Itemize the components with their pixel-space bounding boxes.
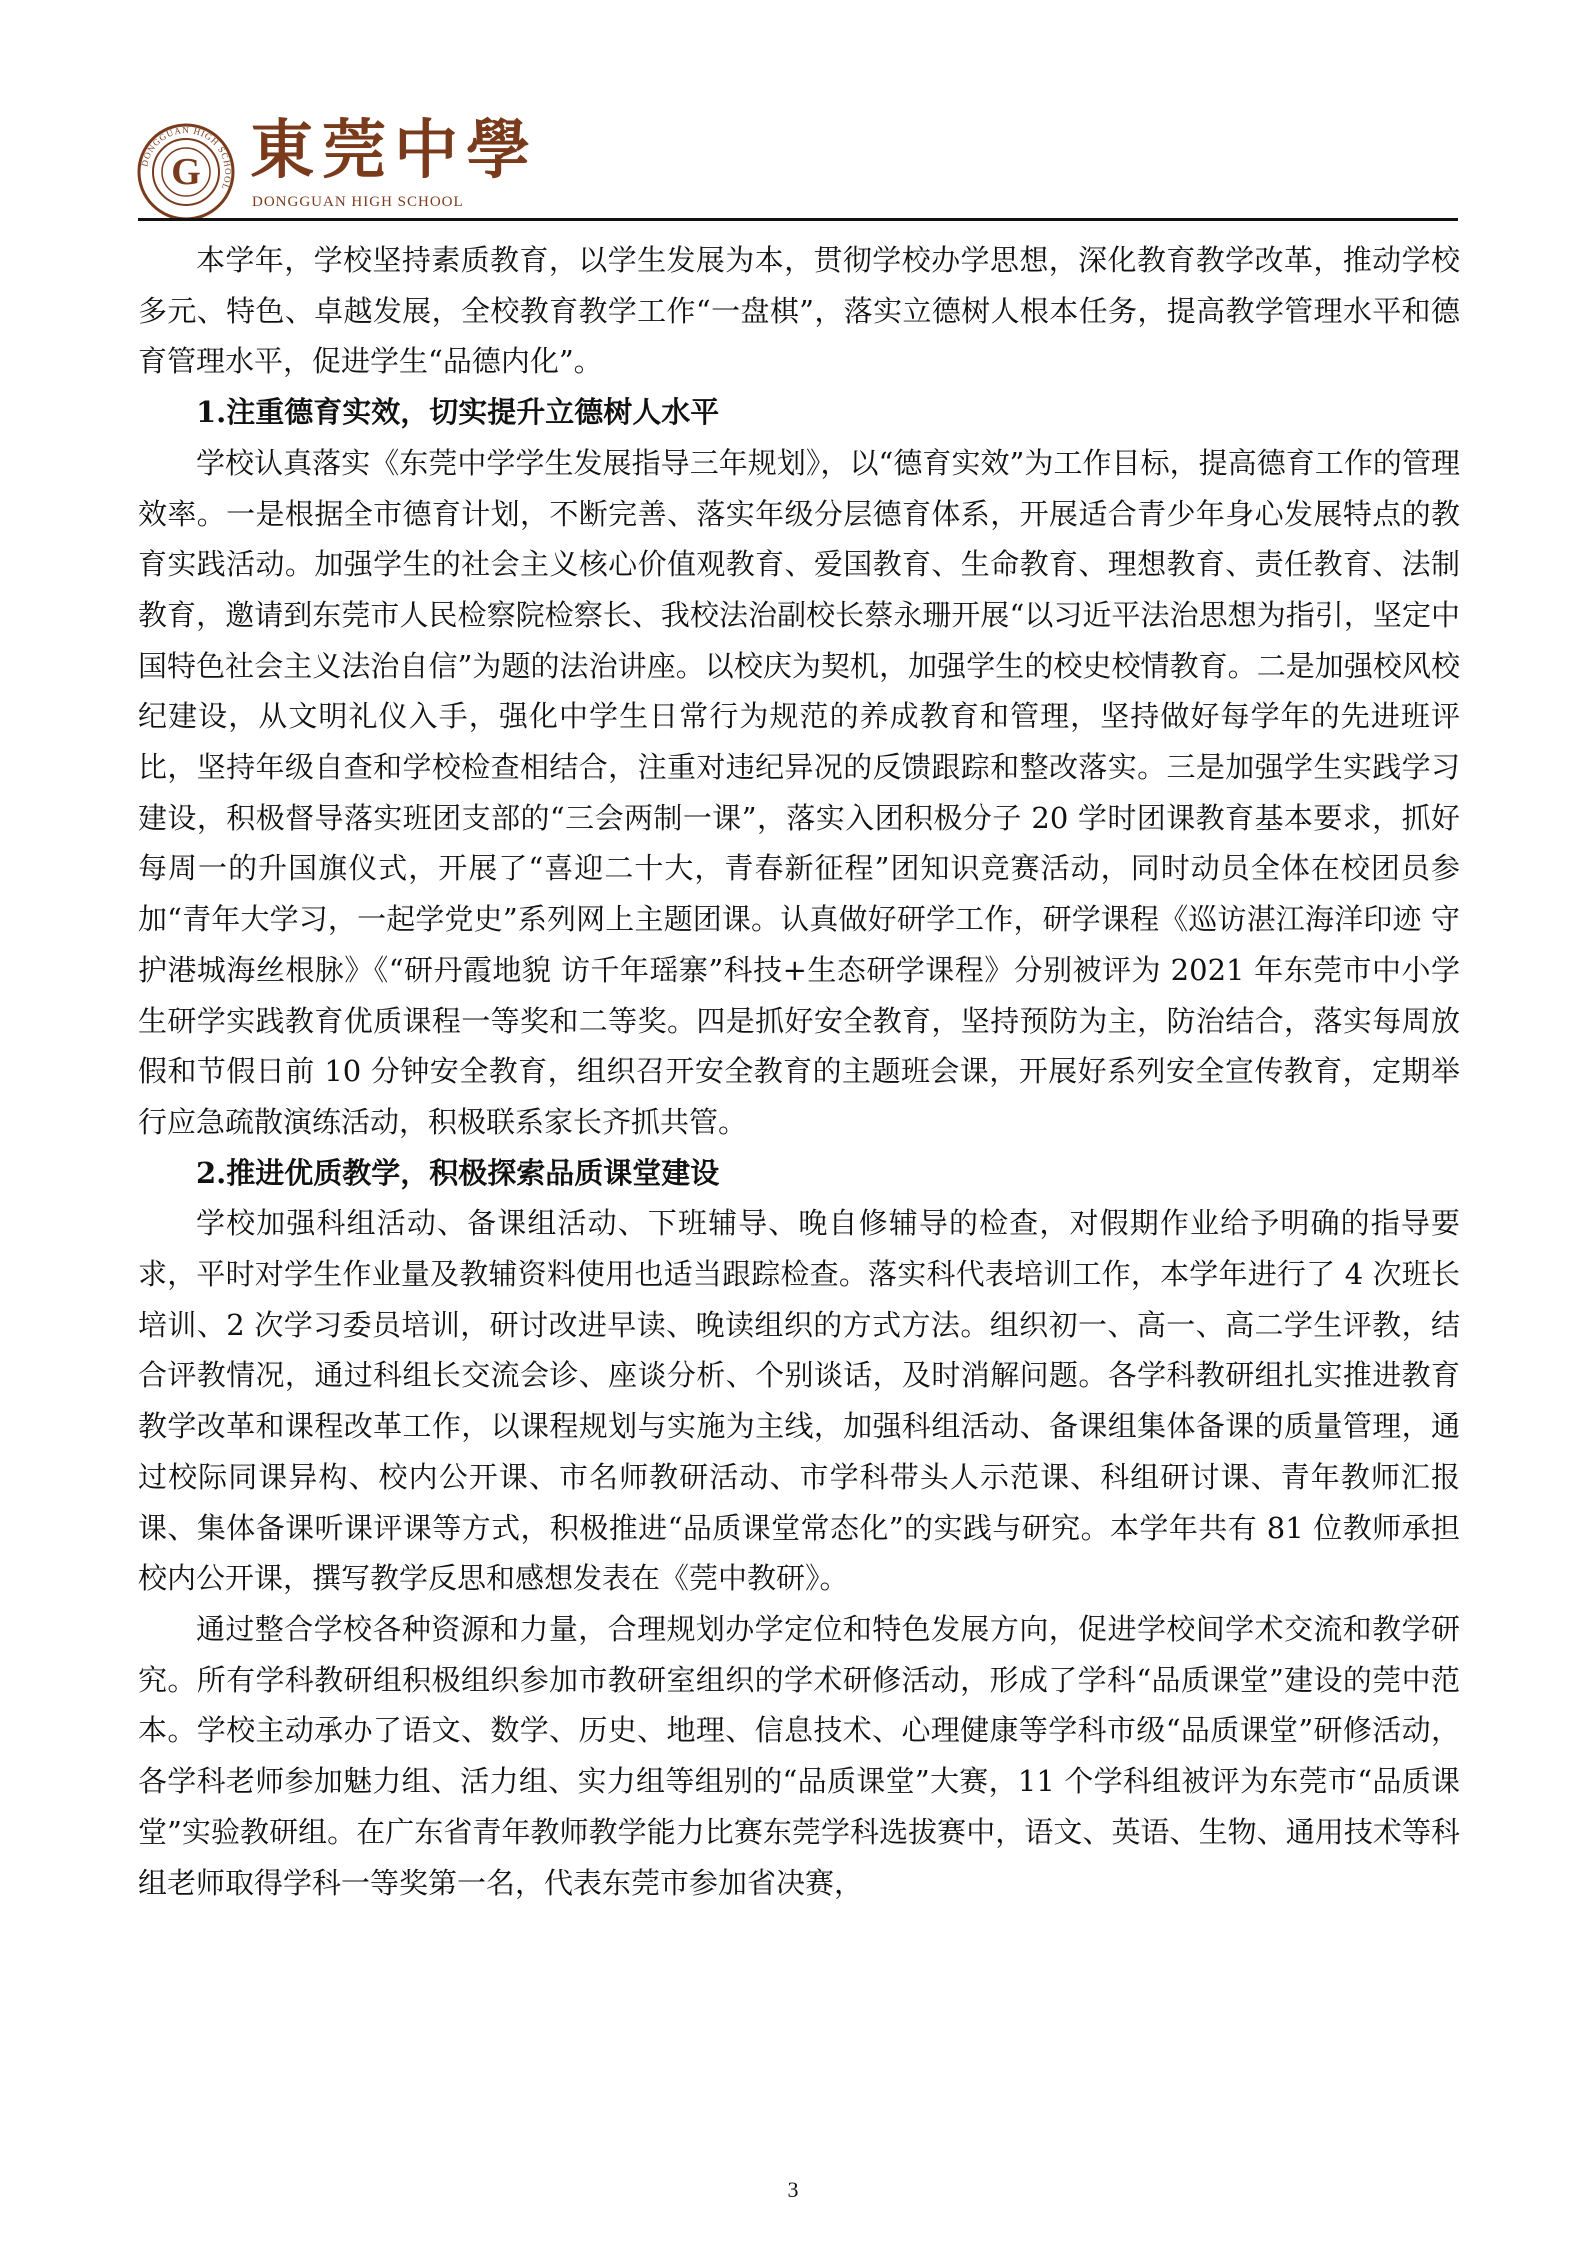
section-1-heading: 1.注重德育实效，切实提升立德树人水平 [196,395,720,430]
section-2-paragraph-2: 通过整合学校各种资源和力量，合理规划办学定位和特色发展方向，促进学校间学术交流和教学研究。所有学科教研组积极组织参加市教研室组织的学术研修活动，形成了学科“品质课堂”建设的莞中范本。学校主动承办了语文、数学、历史、地理、信息技术、心理健康等学科市级“品质课堂”研修活动，各学科老师参加魅力组、活力组、实力组等组别的“品质课堂”大赛，11 个学科组被评为东莞市“品质课堂”实验教研组。在广东省青年教师教学能力比赛东莞学科选拔赛中，语文、英语、生物、通用技术等科组老师取得学科一等奖第一名，代表东莞市参加省决赛， [138,1611,1460,1900]
school-emblem-icon [136,122,236,222]
school-name-en: DONGGUAN HIGH SCHOOL [252,194,464,210]
intro-paragraph: 本学年，学校坚持素质教育，以学生发展为本，贯彻学校办学思想，深化教育教学改革，推动学校多元、特色、卓越发展，全校教育教学工作“一盘棋”，落实立德树人根本任务，提高教学管理水平和德育管理水平，促进学生“品德内化”。 [138,243,1460,379]
document-body [138,235,1460,1908]
section-2-paragraph-1: 学校加强科组活动、备课组活动、下班辅导、晚自修辅导的检查，对假期作业给予明确的指导要求，平时对学生作业量及教辅资料使用也适当跟踪检查。落实科代表培训工作，本学年进行了 4 次班长培训、2 次学习委员培训，研讨改进早读、晚读组织的方式方法。组织初一、高一、高二学生评教，结合评教情况，通过科组长交流会诊、座谈分析、个别谈话，及时消解问题。各学科教研组扎实推进教育教学改革和课程改革工作，以课程规划与实施为主线，加强科组活动、备课组集体备课的质量管理，通过校际同课异构、校内公开课、市名师教研活动、市学科带头人示范课、科组研讨课、青年教师汇报课、集体备课听课评课等方式，积极推进“品质课堂常态化”的实践与研究。本学年共有 81 位教师承担校内公开课，撰写教学反思和感想发表在《莞中教研》。 [138,1206,1460,1596]
section-1-paragraph: 学校认真落实《东莞中学学生发展指导三年规划》，以“德育实效”为工作目标，提高德育工作的管理效率。一是根据全市德育计划，不断完善、落实年级分层德育体系，开展适合青少年身心发展特点的教育实践活动。加强学生的社会主义核心价值观教育、爱国教育、生命教育、理想教育、责任教育、法制教育，邀请到东莞市人民检察院检察长、我校法治副校长蔡永珊开展“以习近平法治思想为指引，坚定中国特色社会主义法治自信”为题的法治讲座。以校庆为契机，加强学生的校史校情教育。二是加强校风校纪建设，从文明礼仪入手，强化中学生日常行为规范的养成教育和管理，坚持做好每学年的先进班评比，坚持年级自查和学校检查相结合，注重对违纪异况的反馈跟踪和整改落实。三是加强学生实践学习建设，积极督导落实班团支部的“三会两制一课”，落实入团积极分子 20 学时团课教育基本要求，抓好每周一的升国旗仪式，开展了“喜迎二十大，青春新征程”团知识竞赛活动，同时动员全体在校团员参加“青年大学习，一起学党史”系列网上主题团课。认真做好研学工作，研学课程《巡访湛江海洋印迹 守护港城海丝根脉》《“研丹霞地貌 访千年瑶寨”科技+生态研学课程》分别被评为 2021 年东莞市中小学生研学实践教育优质课程一等奖和二等奖。四是抓好安全教育，坚持预防为主，防治结合，落实每周放假和节假日前 10 分钟安全教育，组织召开安全教育的主题班会课，开展好系列安全宣传教育，定期举行应急疏散演练活动，积极联系家长齐抓共管。 [138,445,1460,1139]
school-name-cn: 東莞中學 [250,113,538,188]
header-divider [138,218,1458,221]
section-2-heading: 2.推进优质教学，积极探索品质课堂建设 [196,1155,720,1190]
emblem-letter: G [171,151,201,193]
emblem-ring-text: DONGGUAN HIGH SCHOOL [139,124,234,192]
page-number: 3 [787,2177,799,2202]
page-header [128,108,1458,220]
